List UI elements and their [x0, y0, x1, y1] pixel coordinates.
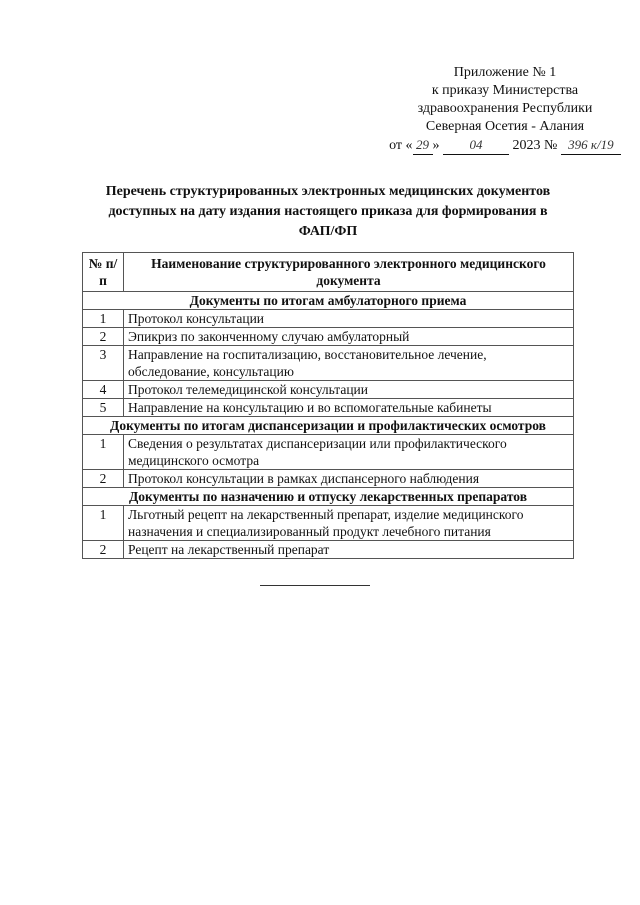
document-name: Протокол консультации в рамках диспансерного наблюдения: [124, 470, 574, 488]
appendix-line: Приложение № 1: [453, 65, 557, 80]
section-title: Документы по итогам амбулаторного приема: [83, 292, 574, 310]
date-prefix: от «: [389, 138, 413, 153]
document-title: Перечень структурированных электронных медицинских документов доступных на дату издания настоящего приказа для формирования в ФАП/ФП: [105, 184, 551, 239]
table-header-row: [83, 253, 574, 292]
table-row: [83, 541, 574, 559]
section-row: [83, 488, 574, 506]
handwritten-month: 04: [443, 136, 509, 155]
appendix-line: здравоохранения Республики: [417, 101, 593, 116]
document-name: Сведения о результатах диспансеризации или профилактического медицинского осмотра: [124, 435, 574, 470]
appendix-line: Северная Осетия - Алания: [425, 119, 585, 134]
documents-table: [82, 252, 574, 559]
table-row: [83, 399, 574, 417]
end-divider: [260, 585, 370, 586]
handwritten-number: 396 к/19: [561, 136, 621, 155]
appendix-line: к приказу Министерства: [431, 83, 579, 98]
row-number: 2: [83, 328, 124, 346]
row-number: 5: [83, 399, 124, 417]
section-title: Документы по итогам диспансеризации и профилактических осмотров: [83, 417, 574, 435]
row-number: 1: [83, 435, 124, 470]
document-name: Эпикриз по законченному случаю амбулаторный: [124, 328, 574, 346]
row-number: 4: [83, 381, 124, 399]
row-number: 2: [83, 470, 124, 488]
column-header-name: Наименование структурированного электронного медицинского документа: [124, 253, 574, 292]
section-row: [83, 417, 574, 435]
row-number: 3: [83, 346, 124, 381]
row-number: 1: [83, 310, 124, 328]
row-number: 2: [83, 541, 124, 559]
document-name: Протокол телемедицинской консультации: [124, 381, 574, 399]
year-number-label: 2023 №: [512, 138, 558, 153]
table-row: [83, 435, 574, 470]
appendix-header: [380, 64, 630, 155]
date-mid: »: [432, 138, 440, 153]
table-row: [83, 328, 574, 346]
handwritten-day: 29: [413, 136, 433, 155]
document-name: Льготный рецепт на лекарственный препарат, изделие медицинского назначения и специализированный продукт лечебного питания: [124, 506, 574, 541]
document-name: Протокол консультации: [124, 310, 574, 328]
document-name: Направление на консультацию и во вспомогательные кабинеты: [124, 399, 574, 417]
table-row: [83, 381, 574, 399]
document-name: Направление на госпитализацию, восстановительное лечение, обследование, консультацию: [124, 346, 574, 381]
section-row: [83, 292, 574, 310]
section-title: Документы по назначению и отпуску лекарственных препаратов: [83, 488, 574, 506]
row-number: 1: [83, 506, 124, 541]
document-name: Рецепт на лекарственный препарат: [124, 541, 574, 559]
table-row: [83, 470, 574, 488]
column-header-number: № п/п: [83, 253, 124, 292]
table-row: [83, 310, 574, 328]
order-date-line: [380, 136, 630, 155]
table-row: [83, 506, 574, 541]
table-row: [83, 346, 574, 381]
